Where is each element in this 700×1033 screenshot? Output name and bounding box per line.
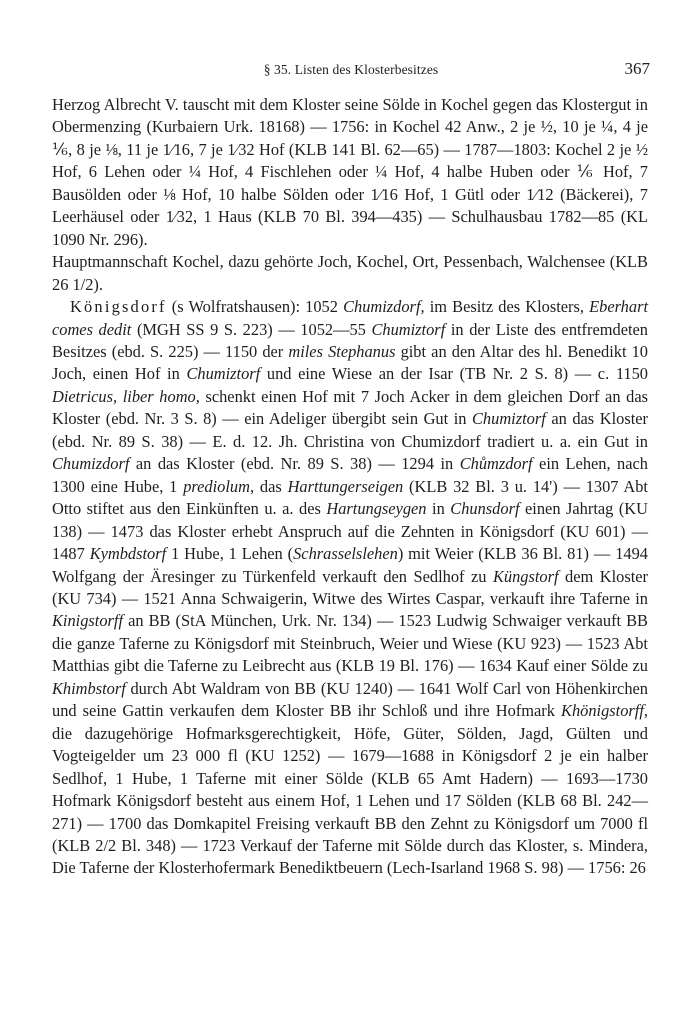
- page-number: 367: [624, 59, 650, 78]
- text-run: 1 Hube, 1 Lehen (: [166, 544, 294, 564]
- italic-run: Dietricus, liber homo,: [52, 386, 200, 406]
- text-run: dem Kloster (KU 734) — 1521 Anna Schwaigerin, Witwe des Wirtes Caspar, verkauft ihre Taferne in: [52, 566, 648, 608]
- italic-run: Chůmzdorf: [459, 454, 533, 474]
- text-run: (KLB 32 Bl. 3 u. 14') — 1307 Abt Otto stiftet aus den Einkünften u. a. des: [52, 476, 648, 519]
- italic-run: Chumizdorf,: [343, 297, 425, 317]
- italic-run: Schrasselslehen: [293, 544, 398, 564]
- text-run: das: [254, 476, 288, 496]
- text-run: in: [426, 499, 451, 519]
- text-run: an BB (StA München, Urk. Nr. 134) — 1523 Ludwig Schwaiger verkauft BB die ganze Taferne zu Königsdorf mit Steinbruch, Weier und Wiese (KU 923) — 1523 Abt Matthias gibt die Taferne zu Leibrecht aus (KLB 19 Bl. 176) — 1634 Kauf einer Sölde zu: [52, 611, 648, 676]
- italic-run: Chumiztorf: [186, 364, 261, 384]
- body-text: [52, 94, 648, 880]
- text-run: und eine Wiese an der Isar (TB Nr. 2 S. 8) — c. 1150: [260, 364, 648, 384]
- italic-run: Chumizdorf: [52, 454, 130, 474]
- text-run: (MGH SS 9 S. 223) — 1052—55: [131, 319, 372, 339]
- italic-run: Khönigstorff,: [561, 701, 648, 721]
- italic-run: Chumiztorf: [371, 319, 446, 339]
- italic-run: Khimbstorf: [52, 678, 126, 698]
- paragraph-koenigsdorf: [52, 296, 648, 880]
- italic-run: Harttungerseigen: [287, 476, 404, 496]
- italic-run: Küngstorf: [492, 566, 559, 586]
- text-run: die dazugehörige Hofmarksgerechtigkeit, Höfe, Güter, Sölden, Jagd, Gülten und Vogteigelder um 23 000 fl (KU 1252) — 1679—1688 in Königsdorf 2 je ein halber Sedlhof, 1 Hube, 1 Taferne mit einer Sölde (KLB 65 Amt Hadern) — 1693—1730 Hofmark Königsdorf besteht aus einem Hof, 1 Lehen und 17 Sölden (KLB 68 Bl. 242—271) — 1700 das Domkapitel Freising verkauft BB den Zehnt zu Königsdorf um 7000 fl (KLB 2/2 Bl. 348) — 1723 Verkauf der Taferne mit Sölde durch das Kloster, s. Mindera, Die Taferne der Klosterhofermark Benediktbeuern (Lech-Isarland 1968 S. 98) — 1756: 26: [52, 723, 648, 878]
- paragraph-hauptmannschaft-kochel: Hauptmannschaft Kochel, dazu gehörte Joch, Kochel, Ort, Pessenbach, Walchensee (KLB 26 1/2).: [52, 252, 648, 294]
- text-run: im Besitz des Klosters,: [424, 297, 590, 317]
- italic-run: prediolum,: [183, 476, 255, 496]
- italic-run: Chunsdorf: [450, 499, 520, 519]
- running-head: § 35. Listen des Klosterbesitzes: [263, 62, 439, 77]
- text-run: an das Kloster (ebd. Nr. 89 S. 38) — E. d. 12. Jh. Christina von Chumizdorf tradiert u. a. ein Gut in: [52, 409, 648, 451]
- italic-run: Kinigstorff: [52, 611, 124, 631]
- place-name: Königsdorf: [70, 297, 167, 317]
- text-run: (s Wolfratshausen): 1052: [166, 297, 344, 317]
- italic-run: miles Stephanus: [288, 341, 396, 361]
- page-header: [52, 60, 650, 82]
- text-run: ein Lehen, nach 1300 eine Hube, 1: [52, 454, 648, 496]
- text-run: ) mit Weier (KLB 36 Bl. 81) — 1494 Wolfgang der Äresinger zu Türkenfeld verkauft den Sedlhof zu: [52, 544, 648, 586]
- text-run: durch Abt Waldram von BB (KU 1240) — 1641 Wolf Carl von Höhenkirchen und seine Gattin verkaufen dem Kloster BB ihr Schloß und ihre Hofmark: [52, 678, 648, 721]
- paragraph-kochel-holdings: Herzog Albrecht V. tauscht mit dem Kloster seine Sölde in Kochel gegen das Klostergut in Obermenzing (Kurbaiern Urk. 18168) — 1756: in Kochel 42 Anw., 2 je ½, 10 je ¼, 4 je ⅙, 8 je ⅛, 11 je 1⁄16, 7 je 1⁄32 Hof (KLB 141 Bl. 62—65) — 1787—1803: Kochel 2 je ½ Hof, 6 Lehen oder ¼ Hof, 4 Fischlehen oder ¼ Hof, 4 halbe Huben oder ⅙ Hof, 7 Bausölden oder ⅛ Hof, 10 halbe Sölden oder 1⁄16 Hof, 1 Gütl oder 1⁄12 (Bäckerei), 7 Leerhäusel oder 1⁄32, 1 Haus (KLB 70 Bl. 394—435) — Schulhausbau 1782—85 (KL 1090 Nr. 296).: [52, 95, 648, 249]
- text-run: einen Jahrtag (KU 138) — 1473 das Kloster erhebt Anspruch auf die Zehnten in Königsdorf (KU 601) — 1487: [52, 499, 648, 564]
- italic-run: Kymbdstorf: [89, 544, 167, 564]
- italic-run: Chumiztorf: [472, 409, 546, 429]
- text-run: an das Kloster (ebd. Nr. 89 S. 38) — 1294 in: [129, 454, 460, 474]
- text-run: schenkt einen Hof mit 7 Joch Acker in dem gleichen Dorf an das Kloster (ebd. Nr. 3 S. 8) — ein Adeliger übergibt sein Gut in: [52, 386, 648, 429]
- italic-run: Eberhart comes dedit: [52, 297, 648, 339]
- text-run: in der Liste des entfremdeten Besitzes (ebd. S. 225) — 1150 der: [52, 319, 648, 361]
- text-run: gibt an den Altar des hl. Benedikt 10 Joch, einen Hof in: [52, 341, 648, 384]
- italic-run: Hartungseygen: [326, 499, 427, 519]
